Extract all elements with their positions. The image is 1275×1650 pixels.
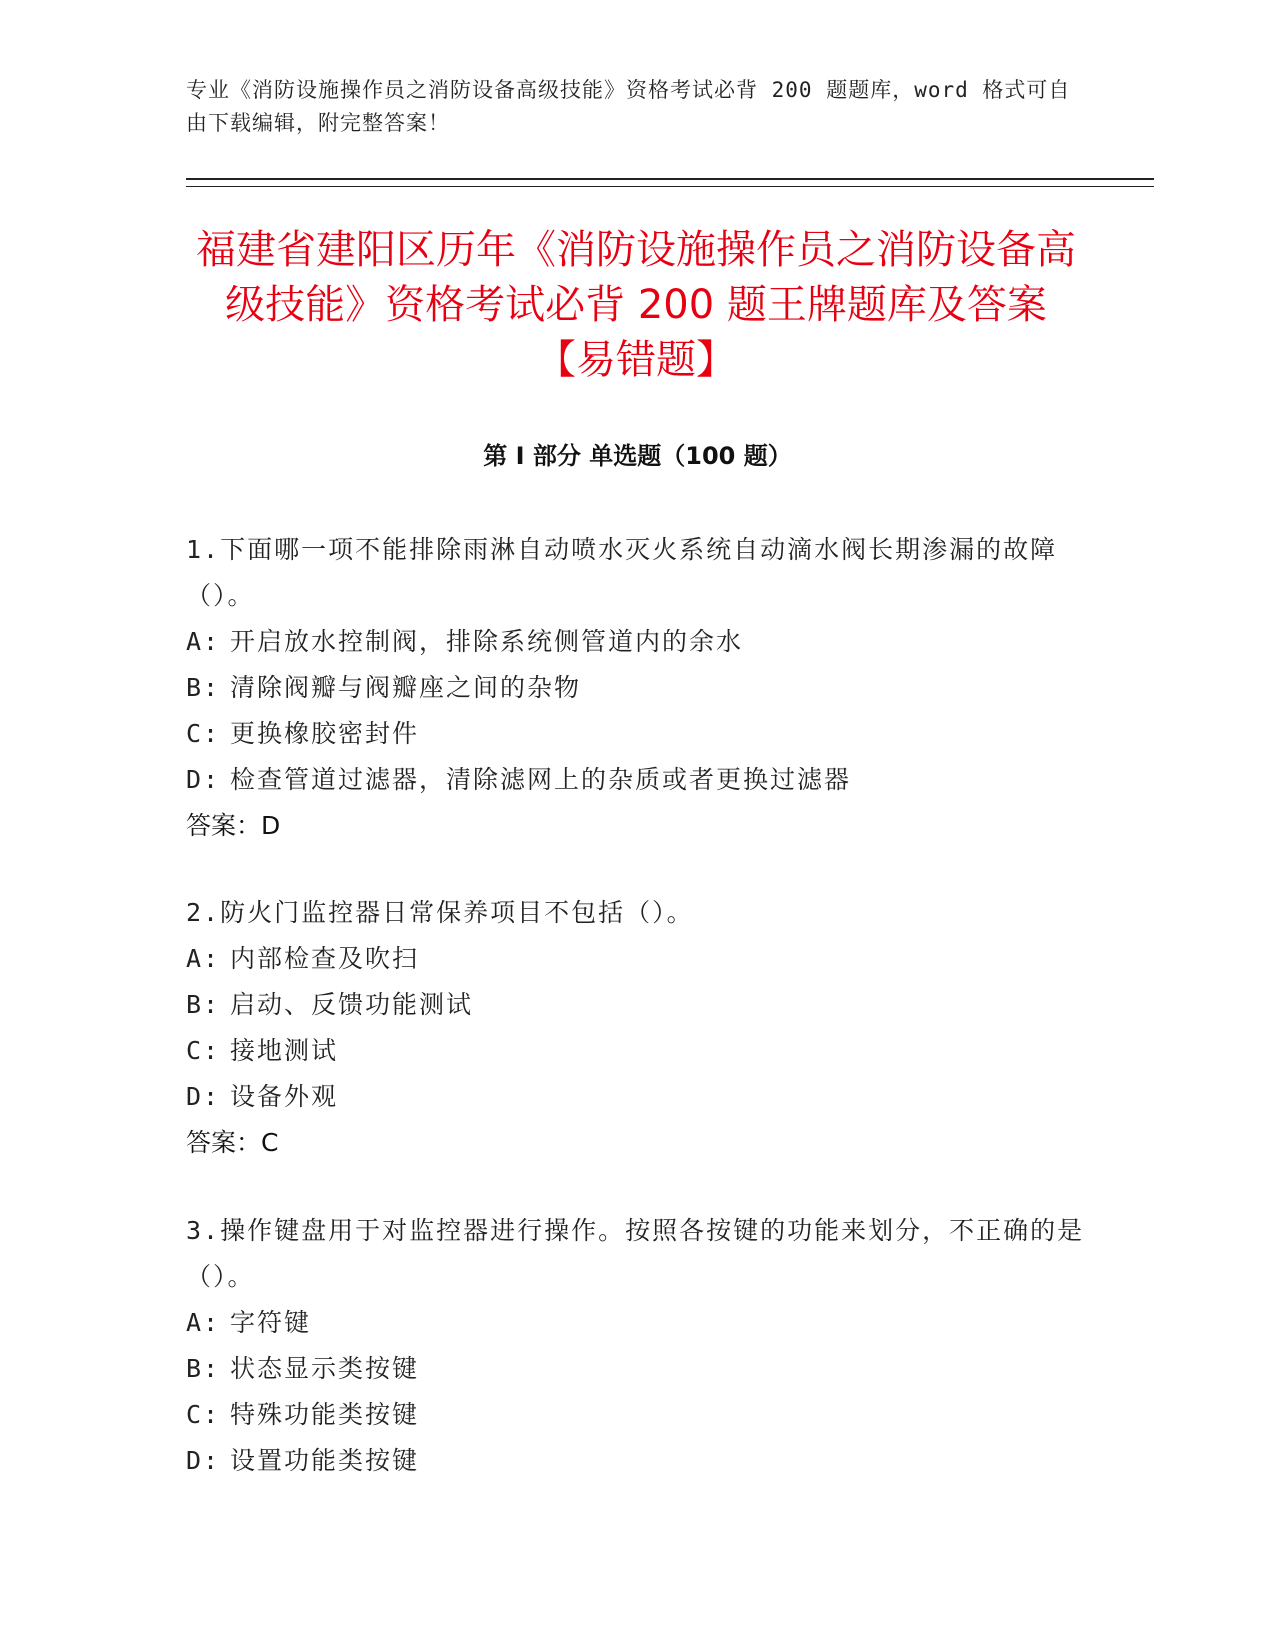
option-b [186,1346,1086,1392]
header-note: 专业《消防设施操作员之消防设备高级技能》资格考试必背 200 题题库，word 格式可自由下载编辑，附完整答案！ [186,78,1071,135]
option-text: 字符键 [230,1308,312,1337]
option-letter: D: [186,1082,221,1111]
option-letter: A: [186,944,221,973]
option-a [186,936,1086,982]
option-letter: B: [186,990,221,1019]
option-c [186,1392,1086,1438]
option-letter: B: [186,673,221,702]
option-letter: C: [186,1400,221,1429]
question-2 [186,890,1086,1166]
option-letter: D: [186,1446,221,1475]
option-text: 接地测试 [230,1036,339,1065]
option-a [186,1300,1086,1346]
option-d [186,757,1086,803]
question-text: 2.防火门监控器日常保养项目不包括（）。 [186,898,694,927]
option-text: 检查管道过滤器，清除滤网上的杂质或者更换过滤器 [230,765,852,794]
option-b [186,665,1086,711]
answer: 答案：D [186,811,281,840]
option-text: 状态显示类按键 [230,1354,420,1383]
option-text: 开启放水控制阀，排除系统侧管道内的余水 [230,627,744,656]
question-text: 1.下面哪一项不能排除雨淋自动喷水灭火系统自动滴水阀长期渗漏的故障（）。 [186,535,1058,610]
header-divider-thick [186,178,1154,180]
option-letter: B: [186,1354,221,1383]
option-text: 设备外观 [230,1082,339,1111]
option-text: 清除阀瓣与阀瓣座之间的杂物 [230,673,582,702]
option-text: 设置功能类按键 [230,1446,420,1475]
option-letter: A: [186,627,221,656]
document-title: 福建省建阳区历年《消防设施操作员之消防设备高级技能》资格考试必背 200 题王牌题库及答案【易错题】 [196,227,1076,383]
header-divider-thin [186,186,1154,187]
option-a [186,619,1086,665]
question-3 [186,1208,1086,1484]
option-letter: A: [186,1308,221,1337]
option-text: 特殊功能类按键 [230,1400,420,1429]
option-b [186,982,1086,1028]
option-d [186,1438,1086,1484]
option-c [186,711,1086,757]
section-title: 第 I 部分 单选题（100 题） [483,442,792,470]
option-c [186,1028,1086,1074]
option-text: 启动、反馈功能测试 [230,990,474,1019]
option-d [186,1074,1086,1120]
option-text: 更换橡胶密封件 [230,719,420,748]
option-text: 内部检查及吹扫 [230,944,420,973]
option-letter: C: [186,1036,221,1065]
option-letter: C: [186,719,221,748]
question-1 [186,527,1086,849]
option-letter: D: [186,765,221,794]
question-text: 3.操作键盘用于对监控器进行操作。按照各按键的功能来划分，不正确的是（）。 [186,1216,1085,1291]
answer: 答案：C [186,1128,279,1157]
